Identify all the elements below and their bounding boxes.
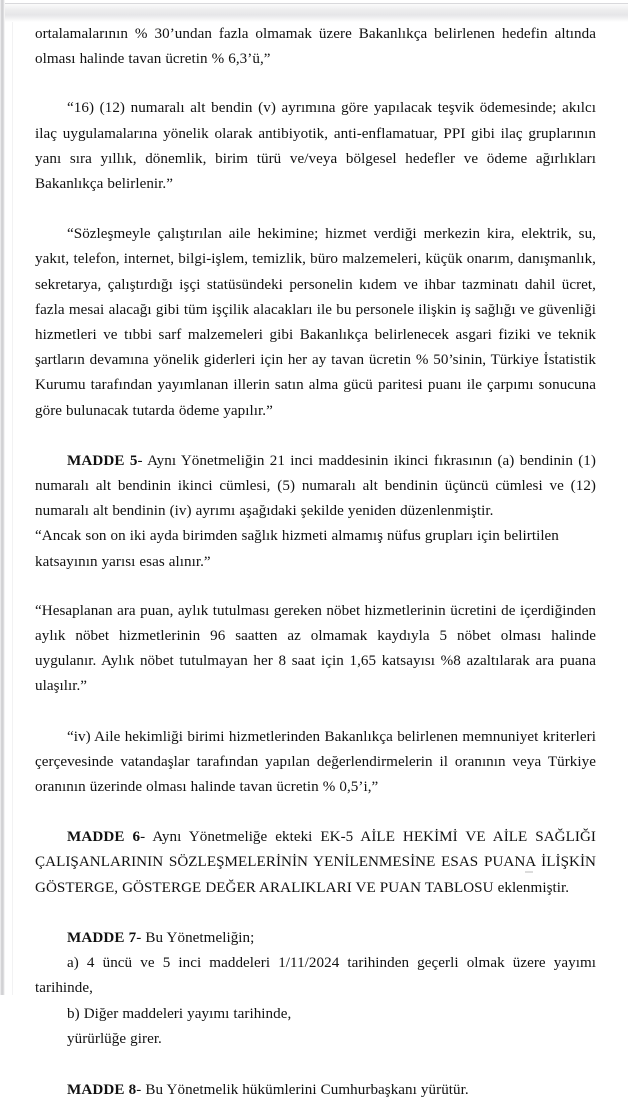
page-left-inner-hairline bbox=[12, 22, 13, 995]
paragraph-spacer bbox=[35, 800, 596, 825]
scan-speck-artifact bbox=[525, 871, 533, 873]
paragraph-spacer bbox=[35, 197, 596, 222]
madde-7-text: - Bu Yönetmeliğin; bbox=[136, 929, 255, 946]
madde-8-label: MADDE 8 bbox=[67, 1081, 137, 1098]
paragraph-madde-7 bbox=[35, 926, 596, 951]
paragraph-spacer bbox=[35, 1052, 596, 1078]
madde-5-text: - Aynı Yönetmeliğin 21 inci maddesinin ikinci fıkrasının (a) bendinin (1) numaralı alt bendinin ikinci cümlesi, (5) numaralı alt bendinin üçüncü cümlesi ve (12) numaralı alt bendinin (iv) ayrımı aşağıdaki şekilde yeniden düzenlenmiştir. bbox=[35, 452, 596, 520]
paragraph-spacer bbox=[35, 424, 596, 449]
madde-5-label: MADDE 5 bbox=[67, 452, 138, 469]
paragraph-ortalamalarinin: ortalamalarının % 30’undan fazla olmamak üzere Bakanlıkça belirlenen hedefin altında olması halinde tavan ücretin % 6,3’ü,” bbox=[35, 26, 596, 68]
paragraph-spacer bbox=[35, 72, 596, 96]
madde-8-text: - Bu Yönetmelik hükümlerini Cumhurbaşkanı yürütür. bbox=[136, 1081, 469, 1098]
paragraph-hesaplanan-ara-puan: “Hesaplanan ara puan, aylık tutulması gereken nöbet hizmetlerinin ücretini de içerdiğinden aylık nöbet hizmetlerinin 96 saatten az olmamak kaydıyla 5 nöbet olması halinde uygulanır. Aylık nöbet tutulmayan her 8 saat için 1,65 katsayısı %8 azaltılarak ara puana ulaşılır.” bbox=[35, 602, 596, 695]
paragraph-yururluge-girer: yürürlüğe girer. bbox=[67, 1030, 162, 1047]
document-text-body bbox=[0, 22, 628, 1098]
paragraph-iv-aile-hekimligi: “iv) Aile hekimliği birimi hizmetlerinden Bakanlıkça belirlenen memnuniyet kriterleri çerçevesinde vatandaşlar tarafından yapılan değerlendirmelerin il oranının veya Türkiye oranının üzerinde olması halinde tavan ücretin % 0,5’i,” bbox=[35, 728, 596, 796]
paragraph-ancak-son-on-iki-ay: “Ancak son on iki ayda birimden sağlık hizmeti almamış nüfus grupları için belirtilen katsayının yarısı esas alınır.” bbox=[35, 528, 559, 570]
paragraph-madde-6 bbox=[35, 825, 596, 901]
madde-7-label: MADDE 7 bbox=[67, 929, 137, 946]
page-top-hairline bbox=[0, 3, 628, 4]
paragraph-madde-7-a: a) 4 üncü ve 5 inci maddeleri 1/11/2024 tarihinden geçerli olmak üzere yayımı tarihinde, bbox=[35, 955, 596, 997]
paragraph-madde-5 bbox=[35, 449, 596, 525]
page-left-edge-shadow bbox=[0, 0, 5, 995]
paragraph-madde-16-quote: “16) (12) numaralı alt bendin (v) ayrımına göre yapılacak teşvik ödemesinde; akılcı ilaç uygulamalarına yönelik olarak antibiyotik, anti-enflamatuar, PPI gibi ilaç gruplarının yanı sıra yıllık, dönemlik, birim türü ve/veya bölgesel hedefler ve ödeme ağırlıkları Bakanlıkça belirlenir.” bbox=[35, 100, 596, 193]
paragraph-madde-7-b: b) Diğer maddeleri yayımı tarihinde, bbox=[67, 1005, 292, 1022]
paragraph-spacer bbox=[35, 575, 596, 599]
paragraph-spacer bbox=[35, 901, 596, 926]
paragraph-spacer bbox=[35, 700, 596, 725]
madde-6-text: - Aynı Yönetmeliğe ekteki EK-5 AİLE HEKİMİ VE AİLE SAĞLIĞI ÇALIŞANLARININ SÖZLEŞMELERİNİN YENİLENMESİNE ESAS PUANA İLİŞKİN GÖSTERGE, GÖSTERGE DEĞER ARALIKLARI VE PUAN TABLOSU eklenmiştir. bbox=[35, 829, 596, 896]
paragraph-sozlesmeyle-calistirilan: “Sözleşmeyle çalıştırılan aile hekimine; hizmet verdiği merkezin kira, elektrik, su, yakıt, telefon, internet, bilgi-işlem, temizlik, büro malzemeleri, küçük onarım, danışmanlık, sekretarya, çalıştırdığı işçi statüsündeki personelin kıdem ve ihbar tazminatı dahil ücret, fazla mesai alacağı gibi tüm işçilik alacakları ile bu personele ilişkin iş sağlığı ve güvenliği hizmetleri ve tıbbi sarf malzemeleri gibi Bakanlıkça belirlenecek asgari fiziki ve teknik şartların devamına yönelik giderleri için her ay tavan ücretin % 50’sinin, Türkiye İstatistik Kurumu tarafından yayımlanan illerin satın alma gücü paritesi puanı ile çarpımı sonucuna göre bulunacak tutarda ödeme yapılır.” bbox=[35, 226, 596, 419]
madde-6-label: MADDE 6 bbox=[67, 829, 141, 846]
paragraph-madde-8 bbox=[35, 1078, 596, 1103]
